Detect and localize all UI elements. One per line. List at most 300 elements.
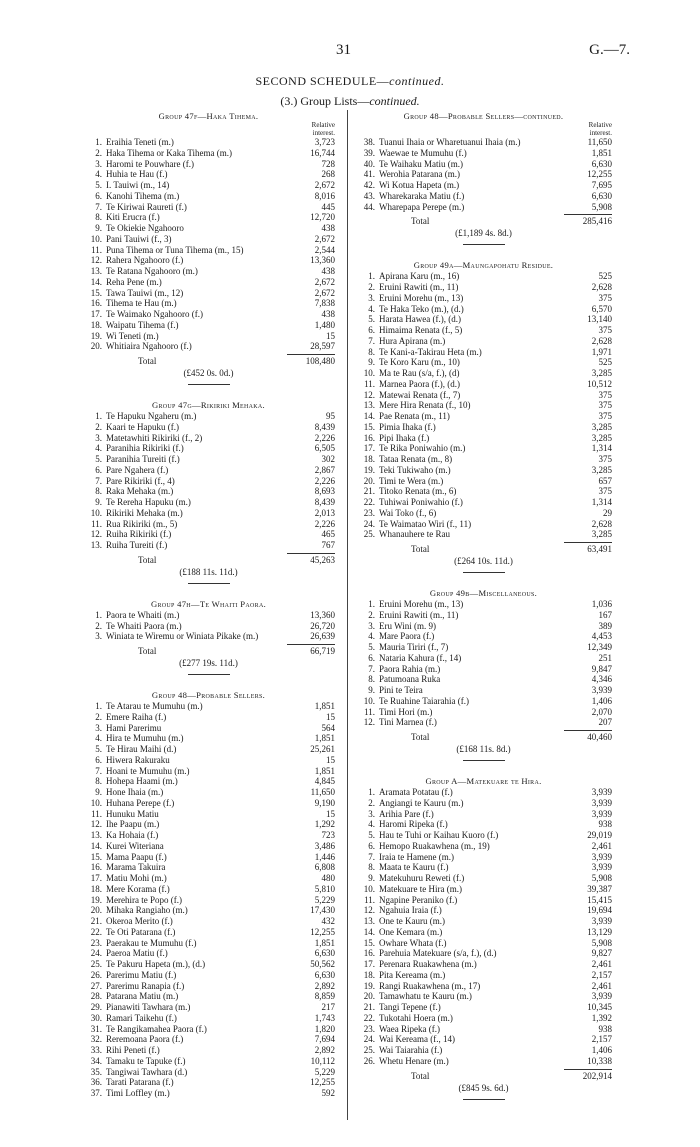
item-number: 17.: [363, 959, 375, 969]
item-number: 23.: [90, 937, 102, 948]
item-number: 6.: [368, 652, 375, 663]
owner-name: Eru Wini (m. 9): [379, 620, 436, 631]
list-item: [355, 685, 612, 696]
section-separator: [188, 583, 230, 584]
owner-name: Whanauhere te Rau: [379, 529, 450, 540]
list-item: [82, 159, 335, 170]
relative-interest-value: 375: [598, 400, 612, 411]
list-item: [82, 841, 335, 852]
owner-name: Te Kiriwai Raureti (f.): [106, 201, 187, 212]
item-number: 8.: [95, 486, 102, 497]
item-number: 2.: [95, 147, 102, 158]
list-item: [82, 1077, 335, 1088]
list-item: [82, 234, 335, 245]
list-item: [355, 137, 612, 148]
relative-interest-value: 2,461: [591, 980, 612, 991]
list-item: [82, 970, 335, 981]
relative-interest-value: 1,036: [591, 599, 612, 609]
owner-name: Apirana Karu (m., 16): [379, 271, 460, 282]
item-number: 10.: [90, 507, 102, 518]
item-number: 22.: [90, 926, 102, 937]
owner-name: Pini te Teira: [379, 685, 423, 695]
owner-name: Wi Teneti (m.): [106, 330, 159, 341]
item-number: 2.: [95, 620, 102, 631]
item-number: 20.: [363, 991, 375, 1002]
owner-name: Mauria Tiriri (f., 7): [379, 642, 449, 652]
item-number: 11.: [91, 518, 102, 529]
relative-interest-value: 11,650: [587, 137, 612, 147]
list-item: [355, 664, 612, 675]
list-item: [355, 443, 612, 454]
owner-name: Nataria Kahura (f., 14): [379, 652, 462, 663]
relative-interest-value: 1,406: [591, 1045, 612, 1055]
owner-name: Hau te Tuhi or Kaihau Kuoro (f.): [379, 830, 499, 840]
list-item: [355, 599, 612, 610]
relative-interest-value: 10,338: [587, 1055, 612, 1066]
owner-name: Wharekaraka Matiu (f.): [379, 190, 465, 201]
relative-interest-value: 15: [326, 808, 335, 819]
item-number: 2.: [95, 421, 102, 432]
relative-interest-value: 3,939: [591, 787, 612, 797]
group-total-row: [355, 544, 612, 556]
item-number: 19.: [90, 330, 102, 341]
page-header: [0, 42, 700, 62]
relative-interest-value: 938: [598, 1023, 612, 1034]
item-number: 3.: [95, 158, 102, 169]
owner-name: Kurei Witeriana: [106, 840, 164, 851]
list-item: [82, 411, 335, 422]
item-number: 6.: [95, 190, 102, 201]
owner-name: I. Tauiwi (m., 14): [106, 180, 170, 190]
relative-interest-value: 3,939: [591, 685, 612, 695]
relative-interest-value: 1,292: [314, 819, 335, 830]
relative-interest-value: 728: [321, 158, 335, 169]
owner-name: Hohepa Haami (m.): [106, 776, 178, 787]
owner-name: Hunuku Matiu: [106, 808, 159, 819]
item-number: 3.: [368, 808, 375, 819]
relative-interest-value: 12,255: [310, 1077, 335, 1088]
item-number: 13.: [363, 916, 375, 926]
item-number: 7.: [368, 851, 375, 862]
owner-name: Mere Korama (f.): [106, 883, 170, 894]
owner-name: Puna Tihema or Tuna Tihema (m., 15): [106, 244, 244, 255]
relative-interest-value: 1,743: [314, 1012, 335, 1023]
owner-name: Tataa Renata (m., 8): [379, 454, 453, 464]
list-item: [82, 938, 335, 949]
group-total-row: [355, 732, 612, 744]
list-item: [355, 642, 612, 653]
list-item: [355, 631, 612, 642]
list-item: [82, 873, 335, 884]
relative-interest-value: 1,314: [591, 443, 612, 454]
owner-name: Te Waimako Ngahooro (f.): [106, 309, 203, 319]
owner-name: Te Whaiti Paora (m.): [106, 620, 182, 631]
item-number: 8.: [368, 862, 375, 873]
list-item: [355, 476, 612, 487]
list-item: [82, 465, 335, 476]
relative-interest-value: 12,349: [587, 642, 612, 652]
relative-interest-value: 375: [598, 486, 612, 497]
owner-name: One te Kauru (m.): [379, 916, 445, 926]
item-number: 7.: [95, 475, 102, 486]
owner-name: Parerimu Ranapia (f.): [106, 980, 185, 991]
item-number: 7.: [368, 335, 375, 346]
owner-name: Perenara Ruakawhena (m.): [379, 959, 477, 969]
owner-name: Wai Kereama (f., 14): [379, 1034, 455, 1045]
relative-interest-value: 3,939: [591, 862, 612, 873]
owner-name: Eruini Rawiti (m., 11): [379, 282, 459, 292]
relative-interest-value: 12,255: [310, 926, 335, 937]
list-item: [82, 497, 335, 508]
total-in-pounds: (£452 0s. 0d.): [183, 368, 234, 378]
relative-interest-value: 445: [321, 201, 335, 212]
item-number: 10.: [363, 695, 375, 706]
group-spacer: [82, 586, 335, 598]
list-item: [355, 148, 612, 159]
relative-interest-label-line: Relative: [311, 121, 335, 129]
item-number: 11.: [364, 894, 375, 905]
owner-name: Paeroa Matiu (f.): [106, 948, 168, 959]
relative-interest-value: 12,255: [587, 169, 612, 180]
item-number: 7.: [368, 663, 375, 674]
total-in-pounds: (£845 9s. 6d.): [458, 1082, 509, 1093]
item-number: 22.: [363, 497, 375, 507]
list-item: [82, 1045, 335, 1056]
list-item: [355, 970, 612, 981]
item-number: 41.: [363, 169, 375, 180]
section-separator: [463, 1099, 505, 1100]
list-item: [355, 819, 612, 830]
section-separator: [463, 244, 505, 245]
owner-name: Te Okiekie Ngahooro: [106, 223, 184, 233]
item-number: 5.: [95, 744, 102, 754]
relative-interest-value: 432: [321, 916, 335, 926]
relative-interest-value: 9,827: [591, 948, 612, 959]
owner-name: Timi te Wera (m.): [379, 475, 444, 486]
relative-interest-value: 2,226: [314, 475, 335, 486]
list-item: [355, 916, 612, 927]
item-number: 38.: [363, 137, 375, 147]
section-separator: [188, 384, 230, 385]
owner-name: Huhia te Hau (f.): [106, 169, 168, 180]
item-number: 31.: [90, 1023, 102, 1034]
owner-name: Pipi Ihaka (f.): [379, 432, 430, 443]
group-total-row: [82, 555, 335, 567]
item-number: 14.: [90, 840, 102, 851]
list-item: [82, 202, 335, 213]
group-spacer: [82, 387, 335, 399]
item-number: 9.: [95, 787, 102, 797]
owner-name: Marama Takuira: [106, 862, 166, 873]
item-number: 15.: [363, 937, 375, 948]
relative-interest-value: 2,461: [591, 959, 612, 969]
relative-interest-heading: [355, 122, 612, 137]
relative-interest-value: 2,628: [591, 282, 612, 292]
relative-interest-value: 1,851: [314, 937, 335, 948]
relative-interest-value: 1,851: [591, 147, 612, 158]
total-in-pounds: (£1,189 4s. 8d.): [455, 228, 512, 239]
item-number: 12.: [363, 717, 375, 728]
relative-interest-value: 3,723: [314, 137, 335, 147]
total-in-pounds: (£264 10s. 11d.): [454, 556, 513, 566]
item-number: 34.: [90, 1055, 102, 1066]
item-number: 14.: [90, 276, 102, 287]
owner-name: Harata Hawea (f.), (d.): [379, 314, 461, 325]
item-number: 18.: [90, 319, 102, 330]
list-item: [355, 368, 612, 379]
relative-interest-value: 4,453: [591, 631, 612, 642]
list-item: [355, 465, 612, 476]
relative-interest-value: 1,971: [591, 346, 612, 357]
owner-name: Paora te Whaiti (m.): [106, 609, 180, 620]
list-item: [355, 852, 612, 863]
item-number: 27.: [90, 980, 102, 991]
relative-interest-value: 2,461: [591, 840, 612, 851]
item-number: 7.: [95, 201, 102, 212]
item-number: 3.: [368, 292, 375, 303]
list-item: [82, 798, 335, 809]
total-label: Total: [411, 732, 430, 742]
list-item: [82, 1013, 335, 1024]
owner-name: Paranihia Tureiti (f.): [106, 454, 180, 464]
owner-name: Kaari te Hapuku (f.): [106, 421, 179, 432]
relative-interest-value: 2,157: [591, 1034, 612, 1045]
owner-name: Matewai Renata (f., 7): [379, 389, 461, 400]
relative-interest-value: 5,908: [591, 873, 612, 883]
owner-name: Tuanui Ihaia or Wharetuanui Ihaia (m.): [379, 137, 521, 147]
owner-name: Paranihia Rikiriki (f.): [106, 443, 184, 454]
owner-name: Hira te Mumuhu (m.): [106, 733, 184, 744]
list-item: [355, 1013, 612, 1024]
item-number: 8.: [368, 346, 375, 357]
list-item: [82, 476, 335, 487]
relative-interest-value: 564: [321, 722, 335, 733]
owner-name: Emere Raiha (f.): [106, 711, 167, 722]
list-item: [355, 884, 612, 895]
relative-interest-value: 28,597: [310, 341, 335, 352]
item-number: 9.: [95, 223, 102, 233]
total-label: Total: [411, 1070, 430, 1081]
relative-interest-value: 29,019: [587, 830, 612, 840]
relative-interest-value: 8,859: [314, 991, 335, 1002]
item-number: 4.: [95, 169, 102, 180]
relative-interest-value: 6,630: [591, 158, 612, 169]
list-item: [82, 1067, 335, 1078]
item-number: 44.: [363, 201, 375, 212]
relative-interest-value: 15: [326, 754, 335, 765]
owner-name: Patumoana Ruka: [379, 674, 441, 685]
relative-interest-value: 13,360: [310, 609, 335, 620]
list-item: [355, 1024, 612, 1035]
list-item: [82, 255, 335, 266]
owner-name: Patarana Matiu (m.): [106, 991, 179, 1002]
item-number: 25.: [363, 529, 375, 540]
item-number: 10.: [363, 368, 375, 378]
relative-interest-value: 17,430: [310, 905, 335, 916]
item-number: 2.: [368, 797, 375, 808]
total-label: Total: [138, 554, 157, 565]
owner-name: Rua Rikiriki (m., 5): [106, 518, 178, 529]
owner-name: Ruiha Tureiti (f.): [106, 540, 168, 550]
list-item: [82, 1024, 335, 1035]
relative-interest-value: 1,446: [314, 851, 335, 862]
owner-name: Haromi Ripeka (f.): [379, 819, 448, 830]
owner-name: Tamawhatu te Kauru (m.): [379, 991, 472, 1002]
list-item: [82, 245, 335, 256]
list-item: [355, 433, 612, 444]
item-number: 1.: [368, 599, 375, 609]
item-number: 19.: [363, 980, 375, 991]
item-number: 4.: [368, 819, 375, 830]
item-number: 3.: [95, 432, 102, 443]
relative-interest-value: 389: [598, 620, 612, 631]
list-item: [82, 959, 335, 970]
list-item: [82, 486, 335, 497]
item-number: 21.: [90, 916, 102, 926]
relative-interest-value: 767: [321, 540, 335, 550]
owner-name: Pare Ngahera (f.): [106, 464, 169, 475]
list-item: [355, 841, 612, 852]
item-number: 12.: [363, 389, 375, 400]
owner-name: Tamaku te Tapuke (f.): [106, 1055, 186, 1066]
owner-name: Te Rika Poniwahio (m.): [379, 443, 466, 454]
relative-interest-value: 3,285: [591, 464, 612, 475]
owner-name: Pare Rikiriki (f., 4): [106, 475, 175, 486]
item-number: 21.: [363, 486, 375, 497]
relative-interest-value: 15: [326, 330, 335, 341]
owner-name: Raka Mehaka (m.): [106, 486, 174, 497]
item-number: 17.: [363, 443, 375, 454]
group-title: Group 47f—Haka Tihema.: [158, 111, 259, 121]
list-item: [82, 755, 335, 766]
owner-name: Te Rangikamahea Paora (f.): [106, 1023, 207, 1034]
total-label: Total: [411, 544, 430, 554]
relative-interest-value: 2,628: [591, 518, 612, 529]
list-item: [355, 400, 612, 411]
owner-name: Eruini Morehu (m., 13): [379, 292, 464, 303]
list-item: [355, 653, 612, 664]
owner-name: Hone Ihaia (m.): [106, 787, 164, 797]
item-number: 9.: [368, 357, 375, 368]
list-item: [355, 621, 612, 632]
list-item: [355, 948, 612, 959]
relative-interest-value: 15: [326, 711, 335, 722]
total-value: 45,263: [310, 554, 335, 565]
list-item: [355, 873, 612, 884]
list-item: [82, 223, 335, 234]
item-number: 9.: [95, 497, 102, 507]
list-item: [355, 390, 612, 401]
relative-interest-value: 375: [598, 454, 612, 464]
relative-interest-value: 10,345: [587, 1002, 612, 1012]
group-total-row: [82, 646, 335, 658]
list-item: [82, 776, 335, 787]
list-item: [82, 1034, 335, 1045]
owner-name: Kanohi Tihema (m.): [106, 190, 180, 201]
owner-name: Winiata te Wiremu or Winiata Pikake (m.): [106, 631, 259, 642]
relative-interest-value: 3,939: [591, 916, 612, 926]
owner-name: Aramata Potatau (f.): [379, 787, 453, 797]
relative-interest-value: 50,562: [310, 959, 335, 969]
list-item: [355, 314, 612, 325]
list-item: [355, 830, 612, 841]
relative-interest-value: 95: [326, 411, 335, 421]
item-number: 5.: [95, 180, 102, 190]
group-title: Group 47g—Rikiriki Mehaka.: [151, 400, 265, 410]
list-item: [82, 433, 335, 444]
list-item: [82, 331, 335, 342]
relative-interest-value: 1,851: [314, 733, 335, 744]
section-separator: [188, 674, 230, 675]
relative-interest-value: 207: [598, 717, 612, 728]
relative-interest-value: 465: [321, 529, 335, 540]
item-number: 16.: [363, 948, 375, 959]
owner-name: Ihe Paapu (m.): [106, 819, 160, 830]
total-value: 108,480: [305, 356, 335, 366]
list-item: [355, 336, 612, 347]
list-item: [355, 1045, 612, 1056]
owner-name: Maata te Kauru (f.): [379, 862, 449, 873]
item-number: 19.: [90, 894, 102, 905]
relative-interest-value: 938: [598, 819, 612, 830]
item-number: 4.: [368, 303, 375, 314]
list-item: [82, 610, 335, 621]
list-item: [355, 1056, 612, 1067]
relative-interest-value: 5,229: [314, 1066, 335, 1077]
relative-interest-value: 1,314: [591, 497, 612, 507]
item-number: 16.: [90, 298, 102, 309]
relative-interest-value: 525: [598, 271, 612, 282]
item-number: 13.: [90, 830, 102, 840]
list-item: [82, 519, 335, 530]
list-item: [355, 927, 612, 938]
item-number: 5.: [368, 314, 375, 325]
owner-name: Tini Marnea (f.): [379, 717, 437, 728]
relative-interest-value: 7,694: [314, 1034, 335, 1045]
list-item: [355, 454, 612, 465]
relative-interest-value: 2,672: [314, 180, 335, 190]
relative-interest-value: 2,672: [314, 287, 335, 298]
group-title: Group 48—Probable Sellers.: [151, 690, 266, 700]
relative-interest-value: 11,650: [310, 787, 335, 797]
owner-name: Eruini Morehu (m., 13): [379, 599, 464, 609]
item-number: 24.: [363, 1034, 375, 1045]
owner-name: Matekuhuru Reweti (f.): [379, 873, 465, 883]
owner-name: Parehuia Matekuare (s/a, f.), (d.): [379, 948, 497, 959]
relative-interest-value: 2,070: [591, 706, 612, 717]
relative-interest-value: 2,892: [314, 1045, 335, 1055]
item-number: 6.: [368, 840, 375, 851]
relative-interest-value: 13,140: [587, 314, 612, 325]
total-value: 63,491: [587, 544, 612, 554]
list-item: [82, 766, 335, 777]
owner-name: Wai Taiarahia (f.): [379, 1045, 443, 1055]
list-item: [355, 1034, 612, 1045]
relative-interest-value: 4,346: [591, 674, 612, 685]
relative-interest-value: 3,939: [591, 808, 612, 819]
list-item: [355, 707, 612, 718]
item-number: 18.: [363, 969, 375, 980]
list-item: [82, 309, 335, 320]
list-item: [355, 271, 612, 282]
item-number: 28.: [90, 991, 102, 1002]
item-number: 15.: [90, 287, 102, 298]
owner-name: Owhare Whata (f.): [379, 937, 447, 948]
relative-interest-value: 6,808: [314, 862, 335, 873]
item-number: 42.: [363, 180, 375, 190]
relative-interest-value: 8,693: [314, 486, 335, 497]
owner-name: Rikiriki Mehaka (m.): [106, 507, 183, 518]
